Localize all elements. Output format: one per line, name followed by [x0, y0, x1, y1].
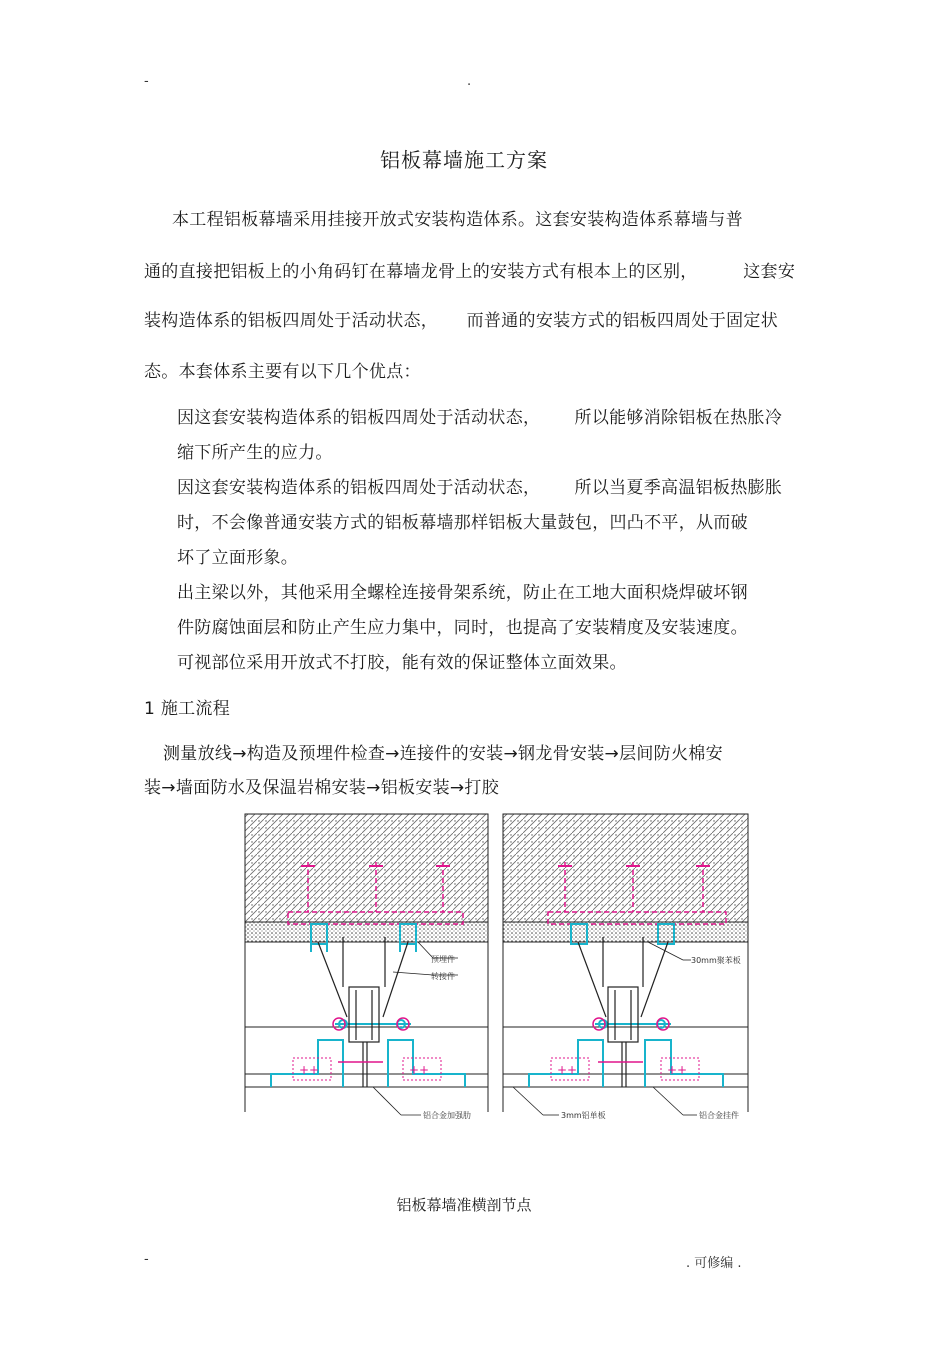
label-stiffener: 铝合金加强肋 — [423, 1111, 471, 1120]
label-aluminum-panel: 3mm铝单板 — [561, 1111, 606, 1120]
document-title: 铝板幕墙施工方案 — [380, 148, 548, 172]
flow-line-1: 测量放线→构造及预埋件检查→连接件的安装→钢龙骨安装→层间防火棉安 — [163, 744, 723, 764]
intro-line-2: 通的直接把铝板上的小角码钉在幕墙龙骨上的安装方式有根本上的区别， 这套安 — [144, 262, 796, 282]
label-hanger: 铝合金挂件 — [699, 1111, 739, 1120]
section-1-heading: 1 施工流程 — [144, 699, 231, 719]
left-plus-1: ++ — [299, 1063, 320, 1077]
label-embedded: 预埋件 — [431, 955, 455, 964]
right-plus-2: ++ — [667, 1063, 688, 1077]
advantage-3-line-2: 件防腐蚀面层和防止产生应力集中，同时，也提高了安装精度及安装速度。 — [177, 618, 748, 638]
intro-line-4: 态。本套体系主要有以下几个优点： — [144, 362, 421, 382]
header-left-mark: - — [144, 74, 149, 89]
advantage-3-line-1: 出主梁以外，其他采用全螺栓连接骨架系统，防止在工地大面积烧焊破坏钢 — [177, 583, 748, 603]
advantage-4-line-1: 可视部位采用开放式不打胶，能有效的保证整体立面效果。 — [177, 653, 627, 673]
intro-line-3: 装构造体系的铝板四周处于活动状态， 而普通的安装方式的铝板四周处于固定状 — [144, 311, 779, 331]
section-drawing — [243, 812, 750, 1134]
left-plus-2: ++ — [409, 1063, 430, 1077]
advantage-1-line-1: 因这套安装构造体系的铝板四周处于活动状态， 所以能够消除铝板在热胀冷 — [177, 408, 783, 428]
right-detail — [503, 814, 748, 1120]
header-right-mark: . — [467, 74, 472, 89]
label-foam-board: 30mm聚苯板 — [691, 956, 741, 965]
footer-right-text: . 可修编 . — [686, 1256, 742, 1271]
advantage-2-line-3: 坏了立面形象。 — [177, 548, 299, 568]
flow-line-2: 装→墙面防水及保温岩棉安装→铝板安装→打胶 — [144, 778, 500, 798]
advantage-2-line-1: 因这套安装构造体系的铝板四周处于活动状态， 所以当夏季高温铝板热膨胀 — [177, 478, 783, 498]
left-detail — [245, 814, 488, 1120]
footer-left-mark: - — [144, 1252, 149, 1267]
advantage-1-line-2: 缩下所产生的应力。 — [177, 443, 333, 463]
advantage-2-line-2: 时，不会像普通安装方式的铝板幕墙那样铝板大量鼓包，凹凸不平，从而破 — [177, 513, 748, 533]
figure-caption: 铝板幕墙准横剖节点 — [396, 1196, 532, 1214]
label-connector: 转接件 — [431, 972, 455, 981]
intro-line-1: 本工程铝板幕墙采用挂接开放式安装构造体系。这套安装构造体系幕墙与普 — [172, 210, 743, 230]
right-plus-1: ++ — [557, 1063, 578, 1077]
